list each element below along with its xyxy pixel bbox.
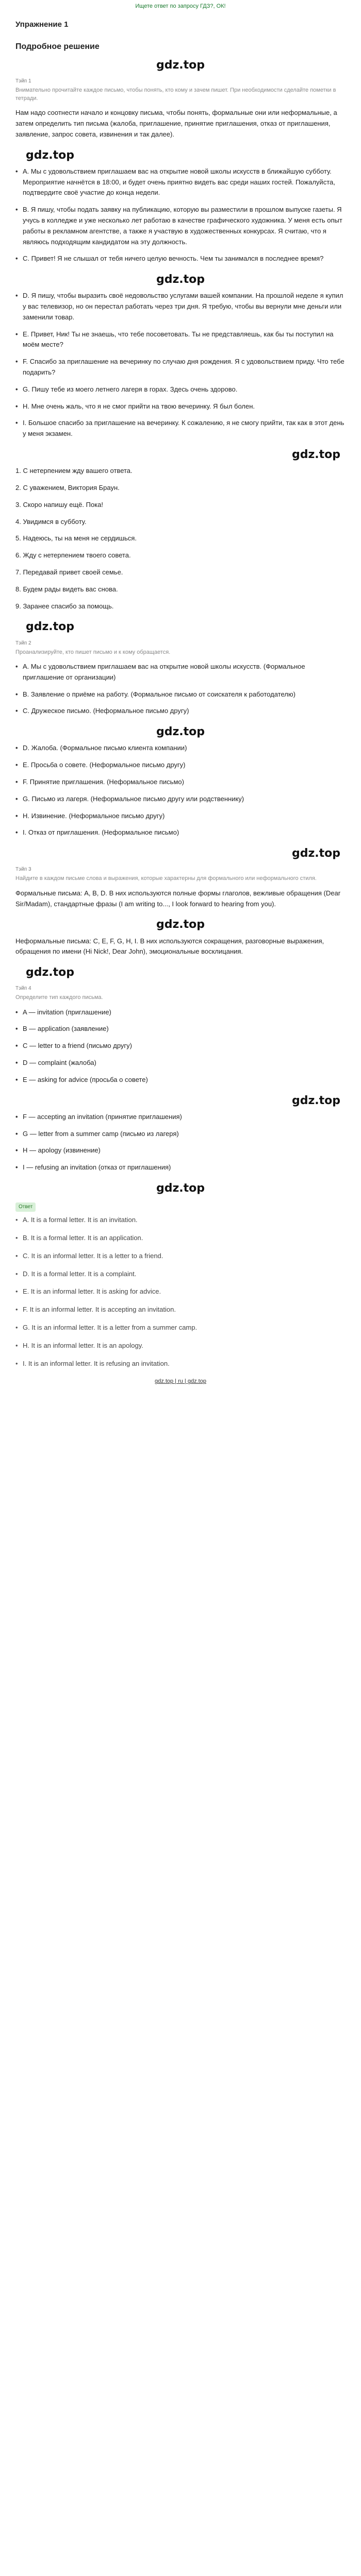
section-heading: Подробное решение bbox=[15, 42, 100, 51]
paragraph: Неформальные письма: C, E, F, G, H, I. В них используются сокращения, разговорные выражения, обращения по имени (Hi Nick!, Dear John), эмоциональные восклицания. bbox=[15, 937, 324, 956]
list-item: • C. Дружеское письмо. (Неформальное письмо другу) bbox=[15, 707, 189, 715]
top-link[interactable] bbox=[15, 0, 346, 11]
list-item: • B — application (заявление) bbox=[15, 1025, 109, 1033]
watermark: gdz.top bbox=[156, 725, 205, 739]
ending: 3. Скоро напишу ещё. Пока! bbox=[15, 500, 103, 509]
list-item: • F — accepting an invitation (принятие приглашения) bbox=[15, 1112, 182, 1121]
list-item: • H. Мне очень жаль, что я не смог прийти на твою вечеринку. Я был болен. bbox=[15, 402, 255, 410]
step-note: Проанализируйте, кто пишет письмо и к кому обращается. bbox=[15, 649, 171, 655]
list-item: • H — apology (извинение) bbox=[15, 1146, 101, 1155]
list-item: • C — letter to a friend (письмо другу) bbox=[15, 1042, 132, 1050]
footer-link[interactable]: gdz.top | ru | gdz.top bbox=[155, 1378, 206, 1385]
list-item: • D. Я пишу, чтобы выразить своё недовольство услугами вашей компании. На прошлой неделе я купил у вас телевизор, но он перестал работать через три дня. Я требую, чтобы вы вернули мне деньги или заменили товар. bbox=[15, 292, 343, 321]
answer-badge: Ответ bbox=[15, 1202, 36, 1212]
watermark: gdz.top bbox=[291, 847, 340, 860]
answer-item: • D. It is a formal letter. It is a complaint. bbox=[15, 1269, 137, 1278]
footer[interactable] bbox=[15, 1377, 346, 1386]
list-item: • D — complaint (жалоба) bbox=[15, 1059, 96, 1067]
step-label: Тэйп 3 bbox=[15, 867, 31, 873]
answer-item: • I. It is an informal letter. It is refusing an invitation. bbox=[15, 1359, 170, 1367]
step-1 bbox=[15, 77, 346, 612]
top-link-anchor[interactable]: Ищете ответ по запросу ГДЗ?, ОК! bbox=[135, 3, 226, 9]
ending: 8. Будем рады видеть вас снова. bbox=[15, 585, 118, 593]
list-item: • I. Большое спасибо за приглашение на вечеринку. К сожалению, я не смогу прийти, так как в этот день у меня экзамен. bbox=[15, 419, 344, 438]
page-title: Упражнение 1 bbox=[15, 20, 69, 29]
answer-item: • G. It is an informal letter. It is a letter from a summer camp. bbox=[15, 1324, 198, 1332]
list-item: • C. Привет! Я не слышал от тебя ничего целую вечность. Чем ты занимался в последнее время? bbox=[15, 255, 324, 263]
watermark: gdz.top bbox=[26, 148, 75, 162]
watermark: gdz.top bbox=[156, 273, 205, 286]
watermark: gdz.top bbox=[26, 620, 75, 634]
list-item: • B. Я пишу, чтобы подать заявку на публикацию, которую вы разместили в прошлом выпуске газеты. Я учусь в колледже и уже несколько лет работаю в качестве графического художника. У меня есть опыт работы в рекламном агентстве, а также я участвую в художественных конкурсах. Я считаю, что я являюсь подходящим кандидатом на эту должность. bbox=[15, 206, 342, 246]
list-item: • E. Просьба о совете. (Неформальное письмо другу) bbox=[15, 761, 186, 769]
list-item: • H. Извинение. (Неформальное письмо другу) bbox=[15, 811, 165, 820]
list-item: • А. Мы с удовольствием приглашаем вас на открытие новой школы искусств в ближайшую субботу. Мероприятие начнётся в 18:00, и будет очень приятно видеть вас среди наших гостей. Пожалуйста, подтвердите своё участие до конца недели. bbox=[15, 167, 335, 197]
answer-item: • E. It is an informal letter. It is asking for advice. bbox=[15, 1287, 161, 1296]
ending: 5. Надеюсь, ты на меня не сердишься. bbox=[15, 534, 137, 543]
ending: 6. Жду с нетерпением твоего совета. bbox=[15, 551, 131, 560]
answer-section bbox=[15, 1199, 346, 1369]
intro-paragraph: Нам надо соотнести начало и концовку письма, чтобы понять, формальные они или неформальные, а затем определить тип письма (жалоба, приглашение, принятие приглашения, отказ от приглашения, заявление, запрос совета, извинения и так далее). bbox=[15, 109, 337, 138]
answer-item: • F. It is an informal letter. It is accepting an invitation. bbox=[15, 1306, 176, 1314]
list-item: • F. Принятие приглашения. (Неформальное письмо) bbox=[15, 777, 184, 786]
answer-item: • A. It is a formal letter. It is an invitation. bbox=[15, 1216, 138, 1224]
list-item: • F. Спасибо за приглашение на вечеринку по случаю дня рождения. Я с удовольствием приду. Что тебе подарить? bbox=[15, 358, 344, 377]
ending: 4. Увидимся в субботу. bbox=[15, 517, 87, 526]
list-item: • D. Жалоба. (Формальное письмо клиента компании) bbox=[15, 744, 187, 752]
answer-item: • B. It is a formal letter. It is an application. bbox=[15, 1234, 143, 1242]
step-note: Внимательно прочитайте каждое письмо, чтобы понять, кто кому и зачем пишет. При необходимости сделайте пометки в тетради. bbox=[15, 87, 336, 101]
ending: 9. Заранее спасибо за помощь. bbox=[15, 602, 114, 610]
list-item: • I — refusing an invitation (отказ от приглашения) bbox=[15, 1163, 171, 1172]
step-2 bbox=[15, 639, 346, 839]
watermark: gdz.top bbox=[291, 448, 340, 462]
list-item: • G — letter from a summer camp (письмо из лагеря) bbox=[15, 1129, 179, 1138]
list-item: • G. Пишу тебе из моего летнего лагеря в горах. Здесь очень здорово. bbox=[15, 385, 238, 393]
step-label: Тэйп 2 bbox=[15, 640, 31, 646]
watermark: gdz.top bbox=[156, 59, 205, 72]
list-item: • E. Привет, Ник! Ты не знаешь, что тебе посоветовать. Ты не представляешь, как бы ты поступил на моём месте? bbox=[15, 330, 334, 349]
list-item: • А. Мы с удовольствием приглашаем вас на открытие новой школы искусств. (Формальное приглашение от организации) bbox=[15, 663, 305, 681]
step-4 bbox=[15, 985, 346, 1173]
watermark: gdz.top bbox=[156, 918, 205, 931]
list-item: • B. Заявление о приёме на работу. (Формальное письмо от соискателя к работодателю) bbox=[15, 690, 296, 698]
list-item: • A — invitation (приглашение) bbox=[15, 1008, 111, 1016]
ending: 2. С уважением, Виктория Браун. bbox=[15, 484, 120, 492]
watermark: gdz.top bbox=[156, 1182, 205, 1195]
watermark: gdz.top bbox=[291, 1094, 340, 1107]
answer-item: • C. It is an informal letter. It is a letter to a friend. bbox=[15, 1251, 163, 1260]
step-label: Тэйп 4 bbox=[15, 986, 31, 992]
step-note: Определите тип каждого письма. bbox=[15, 994, 103, 1001]
step-3 bbox=[15, 866, 346, 957]
list-item: • G. Письмо из лагеря. (Неформальное письмо другу или родственнику) bbox=[15, 794, 244, 803]
step-label: Тэйп 1 bbox=[15, 78, 31, 84]
list-item: • I. Отказ от приглашения. (Неформальное письмо) bbox=[15, 828, 179, 837]
watermark: gdz.top bbox=[26, 966, 75, 979]
ending: 1. С нетерпением жду вашего ответа. bbox=[15, 467, 133, 475]
step-note: Найдите в каждом письме слова и выражения, которые характерны для формального или неформального стиля. bbox=[15, 875, 317, 882]
ending: 7. Передавай привет своей семье. bbox=[15, 568, 123, 577]
paragraph: Формальные письма: A, B, D. В них используются полные формы глаголов, вежливые обращения (Dear Sir/Madam), стандартные фразы (I am writing to..., I look forward to hearing from you). bbox=[15, 889, 341, 908]
list-item: • E — asking for advice (просьба о совете) bbox=[15, 1075, 148, 1083]
answer-item: • H. It is an informal letter. It is an apology. bbox=[15, 1341, 143, 1349]
